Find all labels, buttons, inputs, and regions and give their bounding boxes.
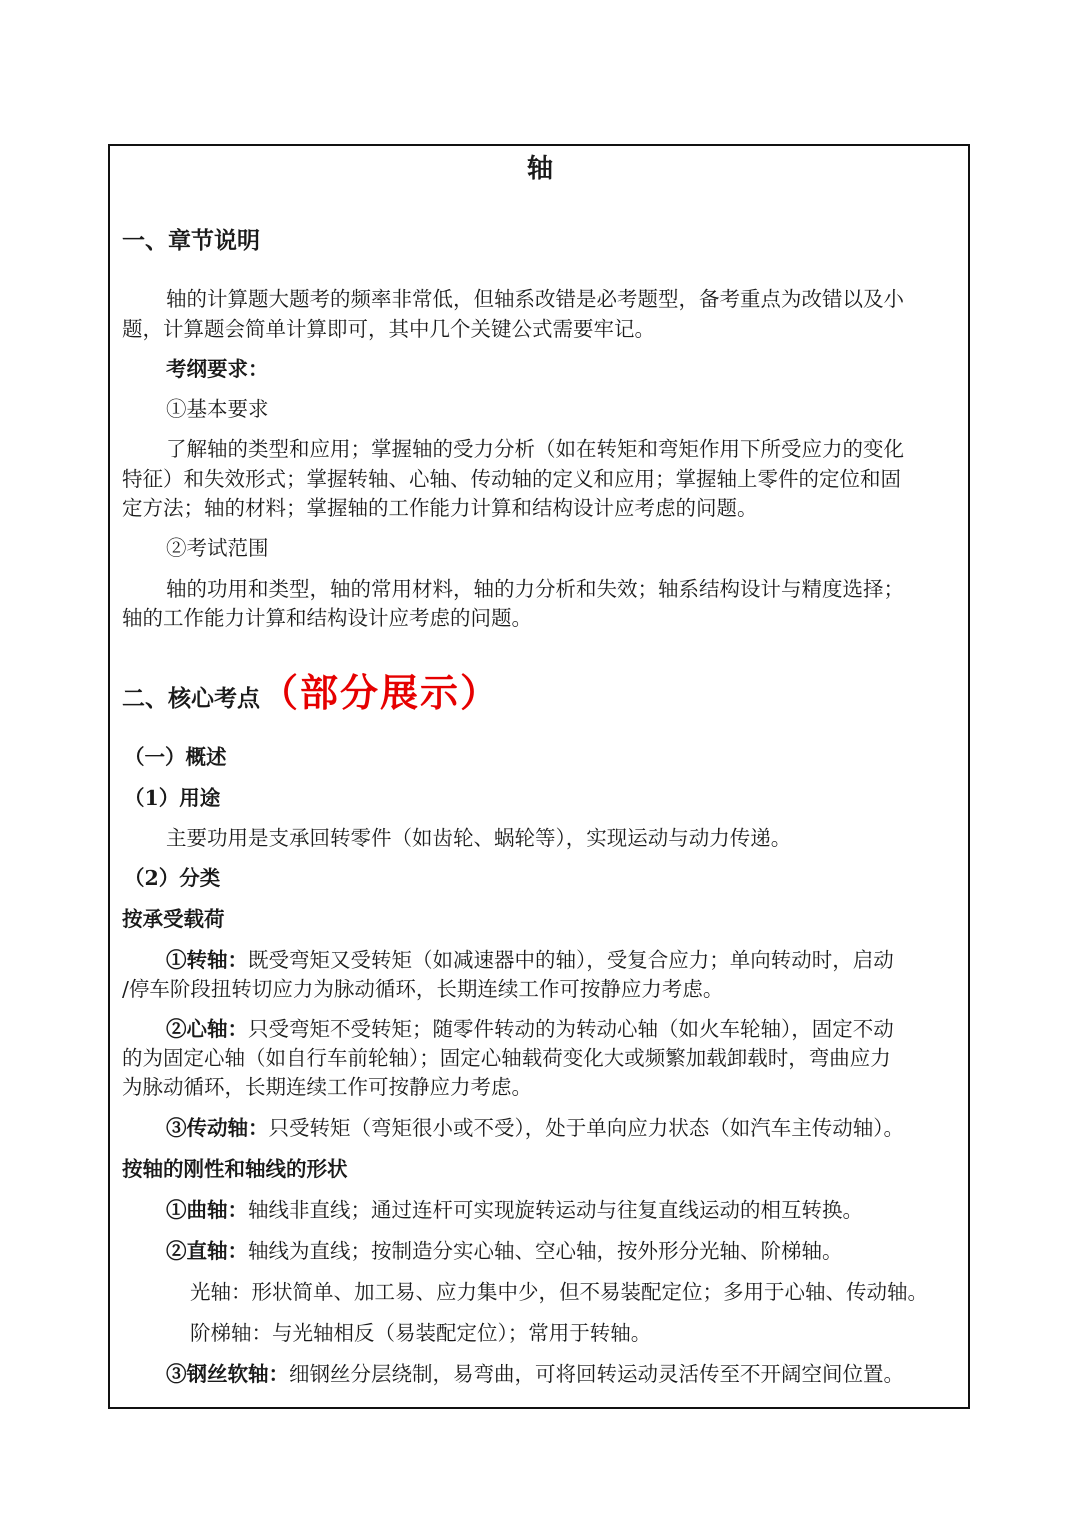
document-frame (108, 144, 970, 1409)
section2-heading: 二、核心考点 (122, 685, 260, 712)
rotating-shaft-label: ①转轴： (166, 948, 248, 972)
mandrel-label: ②心轴： (166, 1017, 248, 1041)
use-text: 主要功用是支承回转零件（如齿轮、蜗轮等），实现运动与动力传递。 (166, 826, 792, 850)
scope-line-1: 轴的功用和类型，轴的常用材料，轴的力分析和失效；轴系结构设计与精度选择； (166, 577, 904, 601)
straight-shaft-line (166, 1236, 843, 1266)
mandrel-line-3: 为脉动循环，长期连续工作可按静应力考虑。 (122, 1075, 532, 1099)
syllabus-heading: 考纲要求： (166, 357, 269, 381)
flexible-shaft-label: ③钢丝软轴： (166, 1362, 289, 1386)
page-title: 轴 (526, 154, 553, 184)
section1-heading: 一、章节说明 (122, 227, 260, 254)
by-shape-heading: 按轴的刚性和轴线的形状 (122, 1157, 348, 1181)
drive-shaft-line (166, 1113, 904, 1143)
basic-line-2: 特征）和失效形式；掌握转轴、心轴、传动轴的定义和应用；掌握轴上零件的定位和固 (122, 467, 901, 491)
overview-heading: （一）概述 (124, 745, 227, 769)
mandrel-line-2: 的为固定心轴（如自行车前轮轴）；固定心轴载荷变化大或频繁加载卸载时，弯曲应力 (122, 1046, 891, 1070)
drive-shaft-label: ③传动轴： (166, 1116, 269, 1140)
rotating-shaft-line-1 (166, 945, 894, 975)
flexible-shaft-text: 细钢丝分层绕制，易弯曲，可将回转运动灵活传至不开阔空间位置。 (289, 1362, 904, 1386)
scope-heading: ②考试范围 (166, 536, 269, 560)
basic-requirements-heading: ①基本要求 (166, 397, 269, 421)
basic-line-1: 了解轴的类型和应用；掌握轴的受力分析（如在转矩和弯矩作用下所受应力的变化 (166, 437, 904, 461)
scope-line-2: 轴的工作能力计算和结构设计应考虑的问题。 (122, 606, 532, 630)
rotating-shaft-text: 既受弯矩又受转矩（如减速器中的轴），受复合应力；单向转动时，启动 (248, 948, 894, 972)
crankshaft-text: 轴线非直线；通过连杆可实现旋转运动与往复直线运动的相互转换。 (248, 1198, 863, 1222)
drive-shaft-text: 只受转矩（弯矩很小或不受），处于单向应力状态（如汽车主传动轴）。 (268, 1116, 904, 1140)
basic-line-3: 定方法；轴的材料；掌握轴的工作能力计算和结构设计应考虑的问题。 (122, 496, 758, 520)
by-load-heading: 按承受载荷 (122, 907, 225, 931)
partial-display-note: （部分展示） (260, 670, 501, 715)
crankshaft-line (166, 1195, 863, 1225)
straight-shaft-text: 轴线为直线；按制造分实心轴、空心轴，按外形分光轴、阶梯轴。 (248, 1239, 843, 1263)
plain-shaft-line: 光轴：形状简单、加工易、应力集中少，但不易装配定位；多用于心轴、传动轴。 (190, 1280, 928, 1304)
flexible-shaft-line (166, 1359, 904, 1389)
section2-heading-row (122, 668, 500, 724)
intro-line-2: 题，计算题会简单计算即可，其中几个关键公式需要牢记。 (122, 317, 655, 341)
use-heading: （1）用途 (124, 786, 221, 810)
mandrel-line-1 (166, 1014, 894, 1044)
stepped-shaft-line: 阶梯轴：与光轴相反（易装配定位）；常用于转轴。 (190, 1321, 652, 1345)
crankshaft-label: ①曲轴： (166, 1198, 248, 1222)
classification-heading: （2）分类 (124, 866, 221, 890)
rotating-shaft-line-2: /停车阶段扭转切应力为脉动循环，长期连续工作可按静应力考虑。 (122, 977, 724, 1001)
mandrel-text: 只受弯矩不受转矩；随零件转动的为转动心轴（如火车轮轴），固定不动 (248, 1017, 894, 1041)
intro-line-1: 轴的计算题大题考的频率非常低，但轴系改错是必考题型，备考重点为改错以及小 (166, 287, 904, 311)
straight-shaft-label: ②直轴： (166, 1239, 248, 1263)
